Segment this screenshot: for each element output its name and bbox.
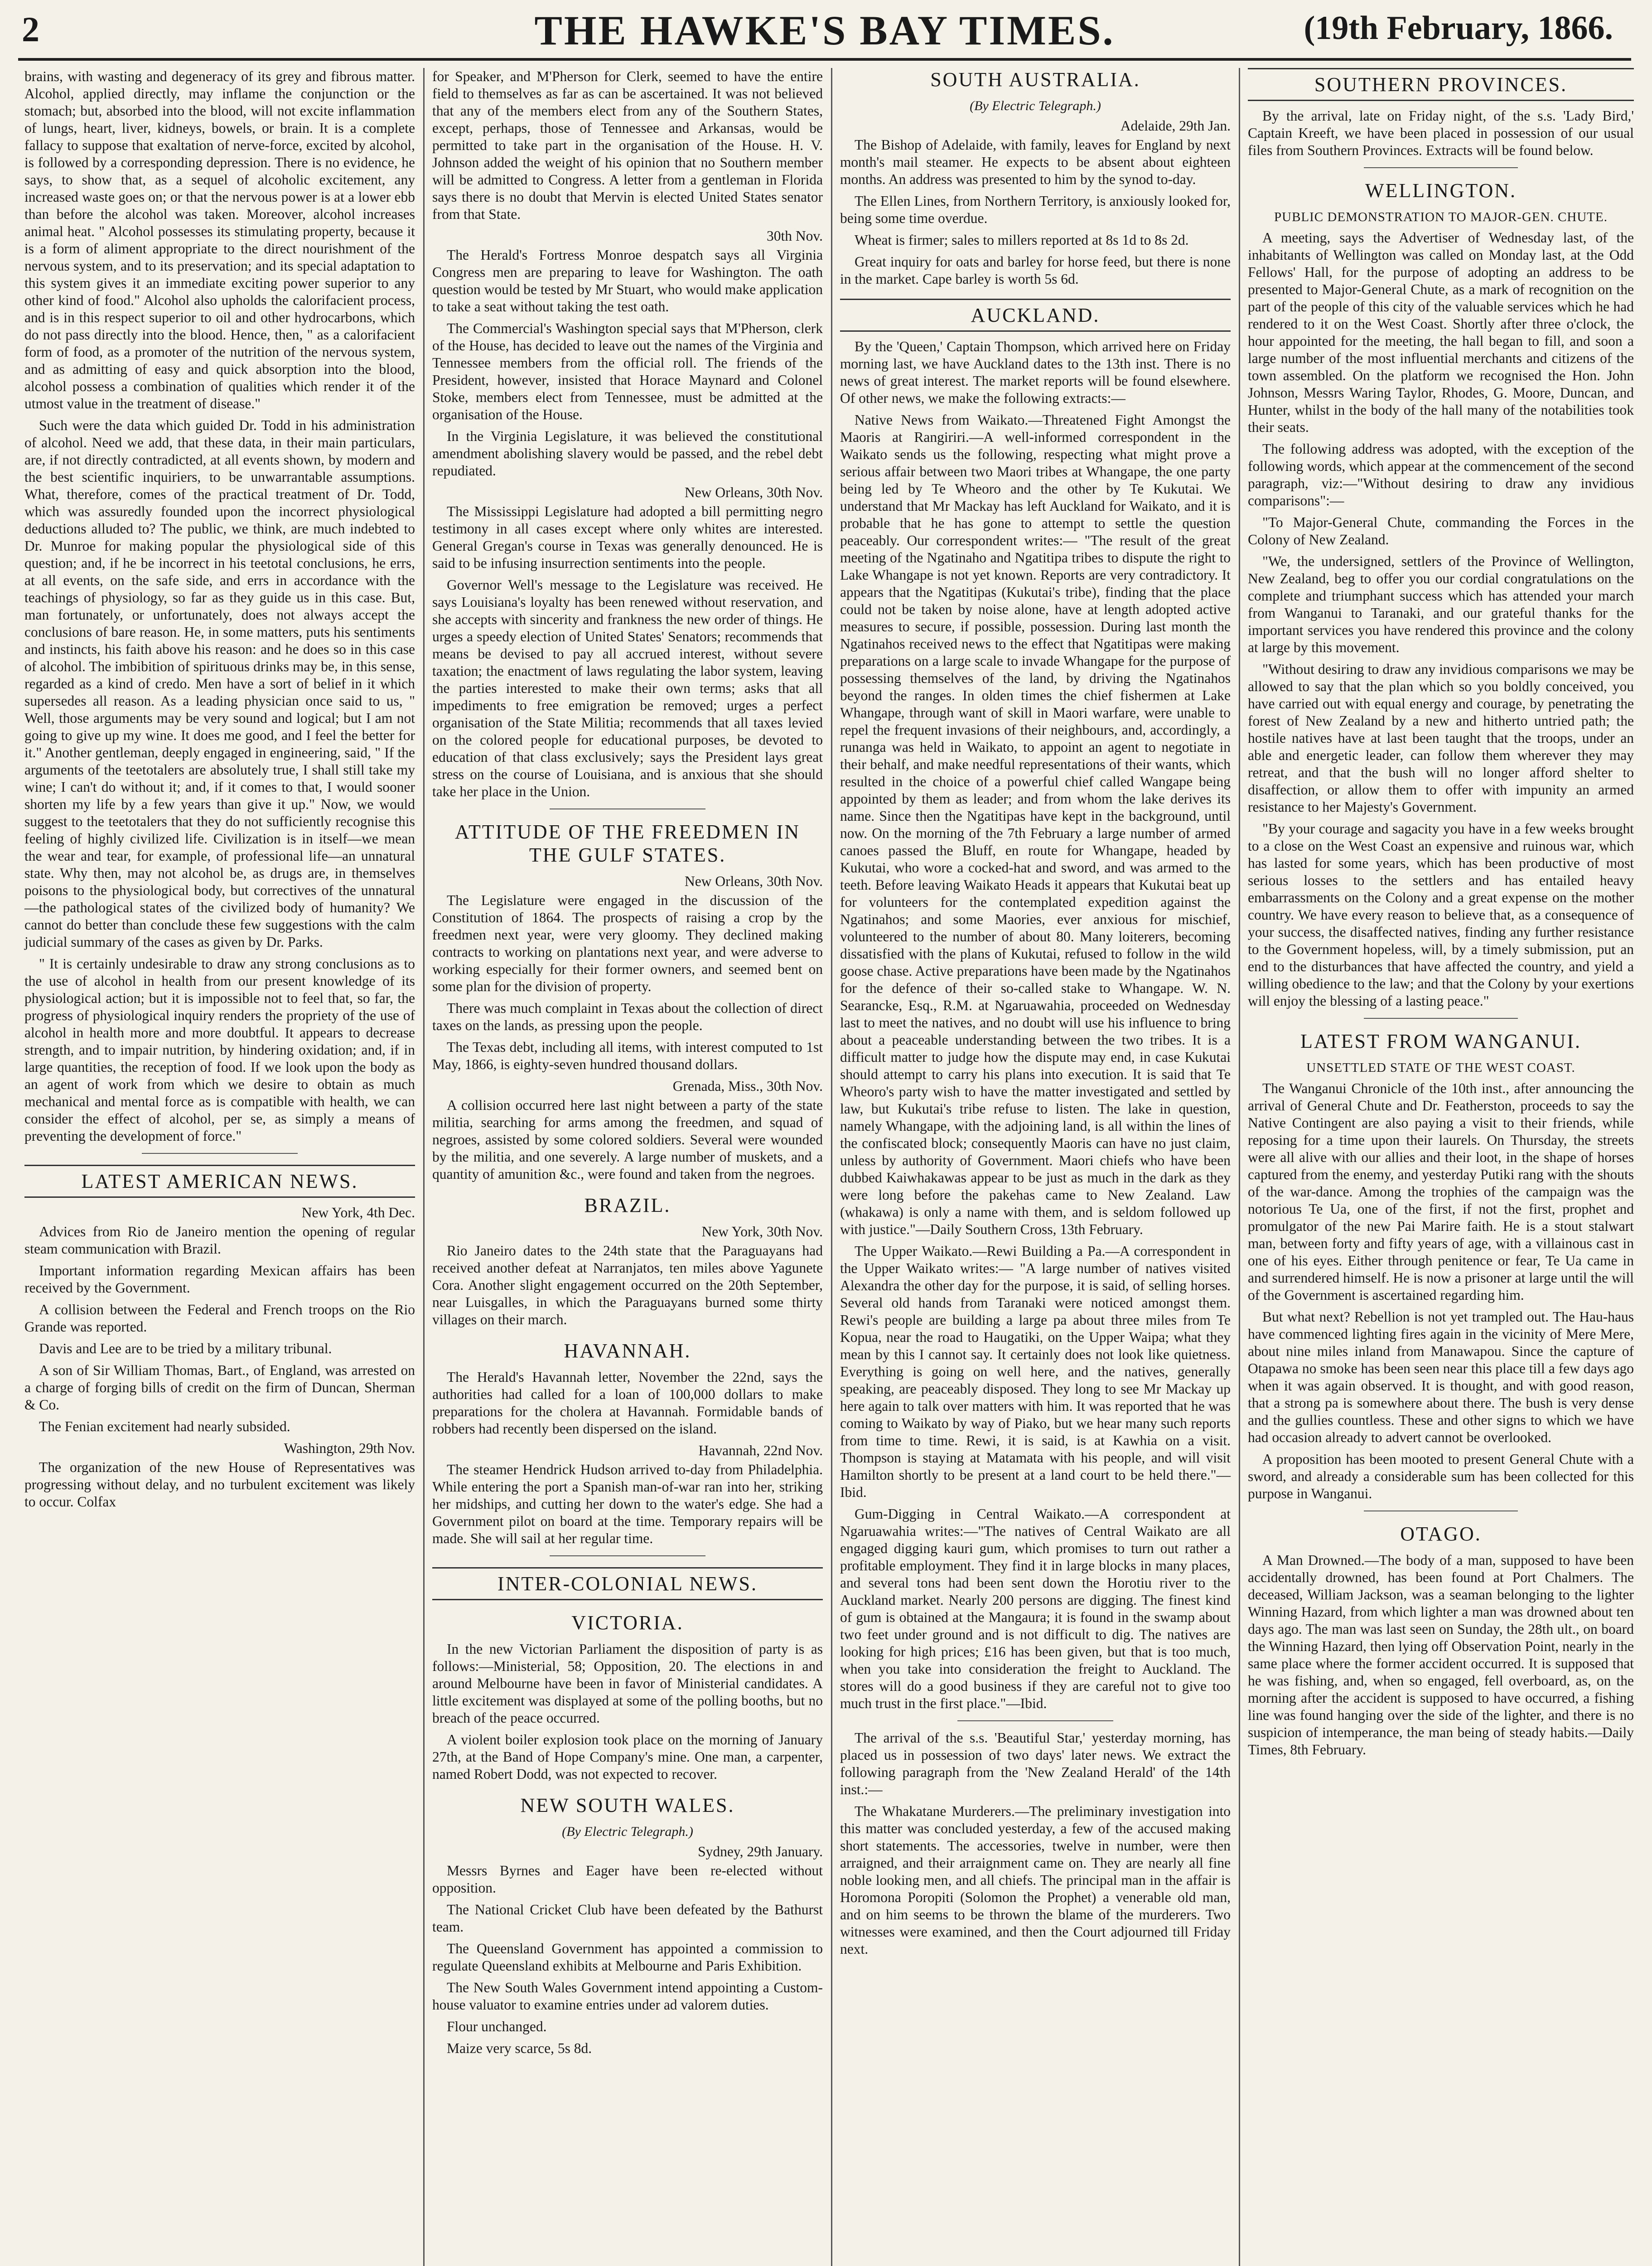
news-item: The arrival of the s.s. 'Beautiful Star,' yesterday morning, has placed us in possession of two days' later news. We extract the following paragraph from the 'New Zealand Herald' of the 14th inst.:— <box>840 1730 1231 1797</box>
news-item: A son of Sir William Thomas, Bart., of England, was arrested on a charge of forging bills of credit on the firm of Duncan, Sherman & Co. <box>24 1362 415 1413</box>
newspaper-title: THE HAWKE'S BAY TIMES. <box>534 7 1115 53</box>
column-4 <box>1241 68 1640 2266</box>
news-item: Maize very scarce, 5s 8d. <box>447 2040 592 2056</box>
news-item: Native News from Waikato.—Threatened Fight Amongst the Maoris at Rangiriri.—A well-informed correspondent in the Waikato sends us the following, respecting what might prove a serious affair between two Maori tribes at Whangape, the one party being led by Te Wheoro and the other by Te Kukutai. We understand that Mr Mackay has left Auckland for Waikato, and it is probable that he has gone to attempt to settle the question peaceably. Our correspondent writes:— "The result of the great meeting of the Ngatinaho and Ngatitipa tribes to dispute the right to Lake Whangape is not yet known. Reports are very contradictory. It appears that the Ngatitipas (Kukutai's tribe), finding that the place could not be taken by noise alone, have at length adopted active measures to secure, if possible, possession. During last month the Ngatinahos received news to the effect that Ngatitipas were making preparations on a large scale to invade Whangape for the purpose of possessing themselves of the land, by driving the Ngatinahos beyond the ranges. In olden times the chief fishermen at Lake Whangape, through want of skill in Maori warfare, were unable to repel the frequent invasions of their neighbours, and, accordingly, a runanga was held in Waikato, to appoint an agent to negotiate in their behalf, and make needful representations of their wants, which resulted in the choice of a powerful chief called Wangape being appointed by them as leader; and from whom the lake derives its name. Since then the Ngatitipas have kept in the background, until now. On the morning of the 7th February a large number of armed canoes passed the Bluff, en route for Whangape, headed by Kukutai, who wore a cocked-hat and sword, and was armed to the teeth. Before leaving Waikato Heads it appears that Kukutai beat up for volunteers for the contemplated expedition against the Ngatinahos; and some Maories, ever anxious for mischief, volunteered to the number of about 80. Many loiterers, becoming dissatisfied with the plans of Kukutai, refused to follow in the wild goose chase. Active preparations have been made by the Ngatinahos for the defence of their so-called stake to Whangape. W. N. Searancke, Esq., R.M. at Ngaruawahia, proceeded on Wednesday last to meet the natives, and no doubt will use his influence to bring about a peaceable understanding between the two tribes. It is a difficult matter to judge how the dispute may end, in case Kukutai should attempt to carry his plans into execution. It is said that Te Wheoro's party wish to have the matter investigated and settled by law, but Kukutai's tribe refuse to listen. The lake in question, namely Whangape, with the adjoining land, is all within the lines of the confiscated block; consequently Maoris can have no just claim, unless by authority of Government. Maori chiefs who have been dubbed Kaiwhakawas appear to be just as much in the dark as they were long before the pakehas came to New Zealand. Law (whakawa) is only a name with them, and is seldom followed up with justice."—Daily Southern Cross, 13th February. <box>840 412 1231 1237</box>
news-item: The following address was adopted, with the exception of the following words, which appear at the commencement of the second paragraph, viz:—"Without desiring to draw any invidious comparisons":— <box>1248 441 1634 508</box>
section-heading-victoria: VICTORIA. <box>571 1612 684 1634</box>
news-item: The steamer Hendrick Hudson arrived to-day from Philadelphia. While entering the port a Spanish man-of-war ran into her, striking her midships, and cutting her down to the water's edge. She had a Government pilot on board at the time. Temporary repairs will be made. She will sail at her regular time. <box>432 1462 823 1546</box>
news-item: The Ellen Lines, from Northern Territory, is anxiously looked for, being some time overdue. <box>840 193 1231 226</box>
news-item: A Man Drowned.—The body of a man, supposed to have been accidentally drowned, has been found at Port Chalmers. The deceased, William Jackson, was a seaman belonging to the lighter Winning Hazard, from which lighter a man was drowned about ten days ago. The man was last seen on Sunday, the 28th ult., on board the Winning Hazard, then lying off Observation Point, nearly in the same place where the former accident occurred. It is supposed that he was fishing, and, when so engaged, fell overboard, as, on the morning after the accident is supposed to have occurred, a fishing line was found hanging over the side of the lighter, and there is no suspicion of intemperance, the man being of steady habits.—Daily Times, 8th February. <box>1248 1552 1634 1758</box>
news-item: The Queensland Government has appointed a commission to regulate Queensland exhibits at Melbourne and Paris Exhibition. <box>432 1941 823 1974</box>
dateline: 30th Nov. <box>767 228 823 244</box>
column-1 <box>18 68 421 2266</box>
section-heading-southern-provinces: SOUTHERN PROVINCES. <box>1248 68 1634 101</box>
news-item: The New South Wales Government intend appointing a Custom-house valuator to examine entries under ad valorem duties. <box>432 1980 823 2013</box>
news-item: The Upper Waikato.—Rewi Building a Pa.—A correspondent in the Upper Waikato writes:— "A large number of natives visited Alexandra the other day for the purpose, it is said, of selling horses. Several old hands from Taranaki were noticed amongst them. Rewi's people are building a large pa about three miles from Te Kopua, near the road to Haugatiki, on the Upper Waipa; what they mean by this I cannot say. It certainly does not look like quietness. Everything is going on well here, and the natives, generally speaking, are peaceably disposed. They long to see Mr Mackay up here again to talk over matters with him. It was reported that he was coming to Waikato by way of Piako, but we hear many such reports from time to time. Rewi, it is said, is at Kawhia on a visit. Thompson is staying at Matamata with his people, and will visit Hamilton shortly to be present at a land court to be held there."—Ibid. <box>840 1243 1231 1500</box>
news-item: "Without desiring to draw any invidious comparisons we may be allowed to say that the plan which so you boldly conceived, you have carried out with equal energy and courage, by penetrating the forest of New Zealand by a new and hitherto untried path; the hostile natives have at last been taught that the troops, under an able and energetic leader, can follow them wherever they may retreat, and that the bush will no longer afford shelter to disaffection, or allow them to offer with impunity an armed resistance to her Majesty's Government. <box>1248 661 1634 815</box>
telegraph-note: (By Electric Telegraph.) <box>562 1824 693 1839</box>
article-paragraph: " It is certainly undesirable to draw any strong conclusions as to the use of alcohol in health from our present knowledge of its physiological action; but it is impossible not to feel that, so far, the progress of physiological inquiry renders the propriety of the use of alcohol in health more and more doubtful. It appears to decrease strength, and to impair nutrition, by hindering oxidation; and, if in large quantities, the reception of food. If we look upon the body as an agent of work from which we desire to obtain as much mechanical and mental force as is compatible with health, we can consider the effect of alcohol, per se, as simply a means of preventing the development of force." <box>24 956 415 1144</box>
dateline: New Orleans, 30th Nov. <box>684 484 823 500</box>
section-heading-nsw: NEW SOUTH WALES. <box>520 1794 735 1816</box>
masthead <box>18 5 1631 58</box>
column-rule <box>1239 68 1240 2266</box>
news-item: The Fenian excitement had nearly subsided. <box>39 1419 290 1434</box>
dateline: Adelaide, 29th Jan. <box>1120 118 1231 134</box>
section-heading-south-australia: SOUTH AUSTRALIA. <box>930 68 1140 91</box>
news-item: Gum-Digging in Central Waikato.—A correspondent at Ngaruawahia writes:—"The natives of Central Waikato are all engaged digging kauri gum, which promises to turn out rather a profitable employment. They find it in large blocks in many places, and several tons had been sent down the Horotiu river to the Auckland market. Nearly 200 persons are digging. The finest kind of gum is obtained at the Mangaura; it is found in the swamp about two feet under ground and is not difficult to dig. The natives are looking for high prices; £16 has been given, but that is too much, when you take into consideration the freight to Auckland. The stores will do a good business if they are careful not to give too much trust in the first place."—Ibid. <box>840 1506 1231 1711</box>
news-item: The Legislature were engaged in the discussion of the Constitution of 1864. The prospects of raising a crop by the freedmen next year, were very gloomy. They declined making contracts to working on plantations next year, and were adverse to working especially for their former owners, and seemed bent on some plan for the division of property. <box>432 892 823 994</box>
news-item: Governor Well's message to the Legislature was received. He says Louisiana's loyalty has been renewed without reservation, and she accepts with sincerity and frankness the new order of things. He urges a speedy election of United States' Senators; recommends that means be devised to pay all accrued interest, without severe taxation; the enactment of laws regulating the labor system, leaving the parties interested to make their own terms; asks that all impediments to free emigration be removed; urges a perfect organisation of the State Militia; recommends that all taxes levied on the colored people for educational purposes, be devoted to education of that class exclusively; says the President lays great stress on the course of Louisiana, and is anxious that she should take her place in the Union. <box>432 577 823 799</box>
sub-heading: PUBLIC DEMONSTRATION TO MAJOR-GEN. CHUTE. <box>1274 210 1608 224</box>
masthead-rule <box>18 58 1631 61</box>
news-item: A proposition has been mooted to present General Chute with a sword, and already a considerable sum has been collected for this purpose in Wanganui. <box>1248 1451 1634 1501</box>
section-heading-wellington: WELLINGTON. <box>1365 179 1517 202</box>
news-item: Flour unchanged. <box>447 2019 547 2034</box>
page-number: 2 <box>22 10 39 49</box>
section-heading-otago: OTAGO. <box>1400 1523 1482 1545</box>
news-item: "To Major-General Chute, commanding the Forces in the Colony of New Zealand. <box>1248 514 1634 547</box>
section-heading-intercolonial: INTER-COLONIAL NEWS. <box>432 1567 823 1600</box>
news-item: "By your courage and sagacity you have in a few weeks brought to a close on the West Coast an expensive and ruinous war, which has lasted for some years, which has been productive of most serious losses to the settlers and has entailed heavy embarrassments on the Colony and a great expense on the mother country. We have every reason to believe that, as a consequence of your success, the disaffected natives, finding any further resistance to the Government hopeless, will, by a timely submission, put an end to the disturbances that have affected the country, and yield a willing obedience to the law; and that the Colony by your exertions will enjoy the blessing of a lasting peace." <box>1248 821 1634 1009</box>
news-item: The Bishop of Adelaide, with family, leaves for England by next month's mail steamer. He expects to be absent about eighteen months. An address was presented to him by the synod to-day. <box>840 137 1231 187</box>
news-item: By the arrival, late on Friday night, of the s.s. 'Lady Bird,' Captain Kreeft, we have been placed in possession of our usual files from Southern Provinces. Extracts will be found below. <box>1248 108 1634 158</box>
section-heading-brazil: BRAZIL. <box>584 1194 671 1216</box>
issue-date: (19th February, 1866. <box>1304 10 1613 47</box>
news-item: The organization of the new House of Representatives was progressing without delay, and no turbulent excitement was likely to occur. Colfax <box>24 1459 415 1510</box>
section-divider <box>1364 167 1518 168</box>
dateline: Sydney, 29th January. <box>698 1844 823 1859</box>
news-item: The Whakatane Murderers.—The preliminary investigation into this matter was concluded yesterday, a few of the accused making short statements. The accessories, twelve in number, were then arraigned, and their arraignment came on. They are nearly all fine noble looking men, and all chiefs. The principal man in the affair is Horomona Poropiti (Solomon the Prophet) a venerable old man, and on him seems to be thrown the blame of the murderers. Two witnesses were examined, and then the Court adjourned till Friday next. <box>840 1803 1231 1957</box>
news-item: A violent boiler explosion took place on the morning of January 27th, at the Band of Hope Company's mine. One man, a carpenter, named Robert Dodd, was not expected to recover. <box>432 1732 823 1782</box>
dateline: New Orleans, 30th Nov. <box>684 873 823 889</box>
news-item: Messrs Byrnes and Eager have been re-elected without opposition. <box>432 1863 823 1896</box>
news-item: Wheat is firmer; sales to millers reported at 8s 1d to 8s 2d. <box>855 232 1189 248</box>
dateline: Havannah, 22nd Nov. <box>698 1443 823 1458</box>
news-item: The National Cricket Club have been defeated by the Bathurst team. <box>432 1902 823 1935</box>
article-paragraph: Such were the data which guided Dr. Todd in his administration of alcohol. Need we add, that these data, in their main particulars, are, if not directly contradicted, at all events shown, by modern and the best scientific inquiriers, to be unwarrantable assumptions. What, therefore, comes of the practical treatment of Dr. Todd, which was assuredly founded upon the incorrect physiological deductions alluded to? The public, we think, are much indebted to Dr. Munroe for making popular the physiological side of this question; and, if he be incorrect in his teetotal conclusions, he errs, at all events, on the safe side, and errs in accordance with the teachings of physiology, so far as they guide us in this case. But, man fortunately, or unfortunately, does not always accept the conclusions of bare reason. He, in some matters, puts his sentiments and instincts, his faith above his reason: and he does so in this case of alcohol. The imbibition of spirituous drinks may be, in this sense, regarded as a kind of credo. Men have a sort of belief in it which supersedes all reason. As a leading physician once said to us, " Well, those arguments may be very sound and logical; but I am not going to give up my wine. It does me good, and I feel the better for it." Another gentleman, deeply engaged in engineering, said, " If the arguments of the teetotalers are absolutely true, I shall still take my wine; I can't do without it; and, if it comes to that, I would sooner shorten my life by a few years than give it up." Now, we would suggest to the teetotalers that they do not sufficiently recognise this feeling of highly civilized life. Civilization is in itself—we mean the wear and tear, for example, of professional life—an unnatural state. Why then, may not alcohol be, as drugs are, in themselves poisons to the physiological body, but correctives of the unnatural—the pathological states of the civilized body of humanity? We cannot do better than conclude these few suggestions with the calm judicial summary of the cases as given by Dr. Parks. <box>24 417 415 950</box>
news-item: But what next? Rebellion is not yet trampled out. The Hau-haus have commenced lighting fires again in the vicinity of Mere Mere, about nine miles inland from Manawapou. Since the capture of Otapawa no smoke has been seen near this place till a few days ago when it was again observed. It is thought, and with good reason, that a strong pa is somewhere about there. The bush is very dense and the gullies countless. These and other signs to which we have had occasion already to advert cannot be overlooked. <box>1248 1309 1634 1445</box>
section-heading-american-news: LATEST AMERICAN NEWS. <box>24 1165 415 1198</box>
news-item: for Speaker, and M'Pherson for Clerk, seemed to have the entire field to themselves as far as can be ascertained. It was not believed that any of the members elect from any of the Southern States, except, perhaps, those of Tennessee and Arkansas, would be permitted to take part in the organisation of the House. H. V. Johnson added the weight of his opinion that no Southern member will be admitted to Congress. A letter from a gentleman in Florida says there is no doubt that Mervin is elected United States senator from that State. <box>432 68 823 222</box>
news-item: Important information regarding Mexican affairs has been received by the Government. <box>24 1263 415 1296</box>
section-heading-auckland: AUCKLAND. <box>840 299 1231 332</box>
news-item: The Mississippi Legislature had adopted a bill permitting negro testimony in all cases except where only whites are interested. General Gregan's course in Texas was generally denounced. He is said to be infusing insurrection sentiments into the people. <box>432 504 823 571</box>
section-divider <box>957 1720 1114 1721</box>
column-rule <box>831 68 832 2266</box>
news-item: The Herald's Havannah letter, November the 22nd, says the authorities had called for a loan of 100,000 dollars to make preparations for the cholera at Havannah. Formidable bands of robbers had recently been dispersed on the island. <box>432 1369 823 1437</box>
column-2 <box>426 68 829 2266</box>
sub-heading: UNSETTLED STATE OF THE WEST COAST. <box>1306 1060 1575 1075</box>
dateline: Grenada, Miss., 30th Nov. <box>672 1078 823 1094</box>
section-divider <box>550 1555 706 1556</box>
news-item: In the Virginia Legislature, it was believed the constitutional amendment abolishing slavery would be passed, and the rebel debt repudiated. <box>432 428 823 479</box>
section-heading-havannah: HAVANNAH. <box>564 1340 691 1362</box>
news-item: Davis and Lee are to be tried by a military tribunal. <box>39 1341 332 1356</box>
news-item: A collision occurred here last night between a party of the state militia, searching for arms among the freedmen, and squad of negroes, assisted by some colored soldiers. Several were wounded by the militia, and one severely. A large number of muskets, and a quantity of amunition &c., were found and taken from the negroes. <box>432 1097 823 1182</box>
news-item: Rio Janeiro dates to the 24th state that the Paraguayans had received another defeat at Narranjatos, ten miles above Yagunete Cora. Another slight engagement occurred on the 20th September, near Luisgalles, in which the Paraguayans burned some thirty villages on their march. <box>432 1243 823 1327</box>
column-3 <box>834 68 1237 2266</box>
article-paragraph: brains, with wasting and degeneracy of its grey and fibrous matter. Alcohol, applied directly, may inflame the conjunction or the stomach; but, absorbed into the blood, will not excite inflammation of lungs, heart, liver, kidneys, bowels, or brain. It is a complete fallacy to suppose that exaltation of nerve-force, excited by alcohol, is followed by a corresponding depression. There is no evidence, he says, to show that, as a sequel of alcoholic excitement, any increased waste goes on; or that the nervous power is at a lower ebb than before the alcohol was taken. Moreover, alcohol increases animal heat. " Alcohol possesses its stimulating property, because it is a form of aliment appropriate to the direct nourishment of the nervous system, and to its preservation; and its special adaptation to this system gives it an immediate exciting power superior to any other kind of food." Alcohol also upholds the calorifacient process, and is in this respect superior to oil and other hydrocarbons, which do not pass directly into the blood. Hence, then, " as a calorifacient form of food, as a promoter of the nutrition of the nervous system, and as admitting of easy and quick absorption into the blood, alcohol possess a combination of qualities which render it of the utmost value in the treatment of disease." <box>24 68 415 412</box>
news-item: The Texas debt, including all items, with interest computed to 1st May, 1866, is eighty-seven hundred thousand dollars. <box>432 1039 823 1072</box>
dateline: New York, 4th Dec. <box>301 1205 415 1220</box>
news-item: The Herald's Fortress Monroe despatch says all Virginia Congress men are preparing to leave for Washington. The oath question would be tested by Mr Stuart, who would make application to take a seat without taking the test oath. <box>432 247 823 315</box>
telegraph-note: (By Electric Telegraph.) <box>970 98 1101 113</box>
section-divider <box>142 1153 298 1154</box>
news-item: The Commercial's Washington special says that M'Pherson, clerk of the House, has decided to leave out the names of the Virginia and Tennessee members from the official roll. The friends of the President, however, insisted that Horace Maynard and Colonel Stoke, members elect from Tennessee, must be admitted at the organisation of the House. <box>432 320 823 422</box>
section-heading-freedmen: ATTITUDE OF THE FREEDMEN IN THE GULF STATES. <box>454 821 801 866</box>
news-item: A meeting, says the Advertiser of Wednesday last, of the inhabitants of Wellington was called on Monday last, at the Odd Fellows' Hall, for the purpose of adopting an address to be presented to Major-General Chute, as a mark of recognition on the part of the people of this city of the valuable services which he had rendered to it on the West Coast. Shortly after three o'clock, the hour appointed for the meeting, the hall began to fill, and soon a large number of the most influential merchants and citizens of the town assembled. On the platform we recognised the Hon. John Johnson, Messrs Waring Taylor, Rhodes, G. Moore, Duncan, and Hunter, whilst in the body of the hall many of the notabilities took their seats. <box>1248 230 1634 435</box>
news-item: Advices from Rio de Janeiro mention the opening of regular steam communication with Brazil. <box>24 1224 415 1257</box>
news-item: In the new Victorian Parliament the disposition of party is as follows:—Ministerial, 58; Opposition, 20. The elections in and around Melbourne have been in favor of Ministerial candidates. A little excitement was displayed at some of the polling booths, but no breach of the peace occurred. <box>432 1641 823 1726</box>
news-item: "We, the undersigned, settlers of the Province of Wellington, New Zealand, beg to offer you our cordial congratulations on the complete and triumphant success which has attended your march from Wanganui to Taranaki, and our grateful thanks for the important services you have rendered this province and the colony at large by this movement. <box>1248 553 1634 655</box>
news-item: The Wanganui Chronicle of the 10th inst., after announcing the arrival of General Chute and Dr. Featherston, proceeds to say the Native Contingent are also paying a visit to their friends, while reposing for a time upon their laurels. On Thursday, the streets were all alive with our allies and their loot, in the shape of horses captured from the enemy, and yesterday Putiki rang with the shouts of the war-dance. Among the trophies of the campaign was the notorious Te Ua, one of the first, if not the first, prophet and promulgator of the new Pai Marire faith. He is a stout stalwart man, between forty and fifty years of age, with a villainous cast in one of his eyes. Either through penitence or fear, Te Ua came in and surrendered himself. He is now a prisoner at large until the will of the Government is ascertained regarding him. <box>1248 1080 1634 1303</box>
column-rule <box>423 68 425 2266</box>
section-heading-wanganui: LATEST FROM WANGANUI. <box>1300 1030 1581 1052</box>
dateline: New York, 30th Nov. <box>701 1224 823 1240</box>
news-item: There was much complaint in Texas about the collection of direct taxes on the lands, as pressing upon the people. <box>432 1000 823 1033</box>
section-divider <box>1364 1018 1518 1019</box>
dateline: Washington, 29th Nov. <box>284 1440 415 1456</box>
news-item: By the 'Queen,' Captain Thompson, which arrived here on Friday morning last, we have Auckland dates to the 13th inst. There is no news of great interest. The market reports will be found elsewhere. Of other news, we make the following extracts:— <box>840 339 1231 406</box>
news-item: A collision between the Federal and French troops on the Rio Grande was reported. <box>24 1302 415 1335</box>
news-item: Great inquiry for oats and barley for horse feed, but there is none in the market. Cape barley is worth 5s 6d. <box>840 254 1231 287</box>
